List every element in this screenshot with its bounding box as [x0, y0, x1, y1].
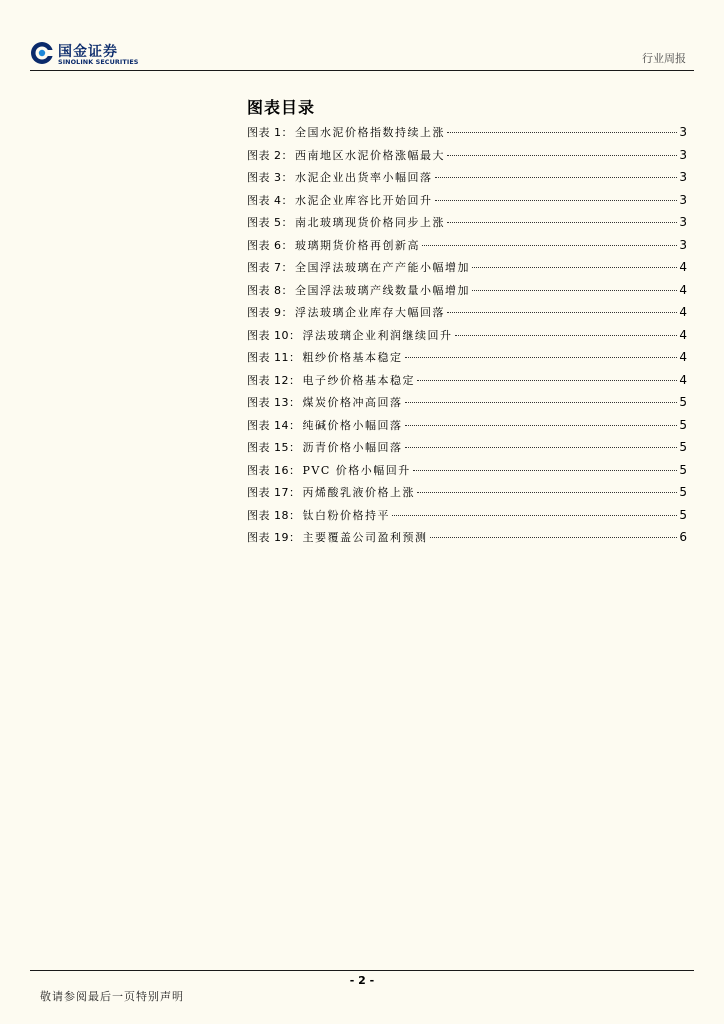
disclaimer-note: 敬请参阅最后一页特别声明 — [40, 990, 184, 1003]
toc-dot-leader — [447, 312, 677, 313]
toc-entry[interactable] — [247, 529, 687, 552]
toc-entry-page: 3 — [679, 125, 687, 139]
toc-entry[interactable] — [247, 169, 687, 192]
toc-dot-leader — [447, 222, 677, 223]
toc-entry-label: 图表 15： — [247, 441, 301, 454]
toc-entry-title: 浮法玻璃企业利润继续回升 — [302, 328, 453, 342]
toc-entry-title: 粗纱价格基本稳定 — [302, 351, 403, 364]
toc-entry-title: 全国浮法玻璃产线数量小幅增加 — [295, 283, 470, 297]
toc-entry-title: 丙烯酸乳液价格上涨 — [302, 486, 415, 499]
toc-entry[interactable] — [247, 462, 687, 485]
toc-entry-page: 5 — [679, 395, 687, 409]
toc-dot-leader — [422, 245, 677, 246]
toc-entry-title: 水泥企业出货率小幅回落 — [295, 171, 433, 184]
toc-entry-title: 全国水泥价格指数持续上涨 — [295, 126, 445, 139]
toc-dot-leader — [413, 470, 678, 471]
toc-entry[interactable] — [247, 214, 687, 237]
toc-entry-label: 图表 11： — [247, 351, 301, 364]
toc-entry-page: 4 — [679, 372, 687, 387]
toc-entry-label: 图表 7： — [247, 261, 293, 274]
toc-entry-page: 5 — [679, 485, 687, 499]
toc-entry-page: 4 — [679, 282, 687, 297]
toc-entry-page: 5 — [679, 440, 687, 454]
toc-dot-leader — [405, 425, 678, 426]
toc-entry-title: 玻璃期货价格再创新高 — [295, 238, 420, 252]
toc-entry-label: 图表 5： — [247, 216, 293, 229]
toc-entry-label: 图表 16： — [247, 463, 301, 477]
toc-entry-page: 4 — [679, 305, 687, 319]
sinolink-logo-icon — [30, 41, 54, 65]
toc-dot-leader — [455, 335, 678, 336]
toc-entry[interactable] — [247, 237, 687, 260]
toc-dot-leader — [417, 492, 677, 493]
toc-entry-label: 图表 19： — [247, 531, 301, 544]
toc-dot-leader — [430, 537, 678, 538]
toc-entry-title: PVC 价格小幅回升 — [302, 463, 411, 477]
toc-entry[interactable] — [247, 304, 687, 327]
toc-entry[interactable] — [247, 147, 687, 170]
toc-entry-label: 图表 3： — [247, 171, 293, 184]
toc-entry-label: 图表 4： — [247, 193, 293, 207]
toc-entry-page: 3 — [679, 237, 687, 252]
toc-dot-leader — [472, 290, 677, 291]
toc-entry-page: 6 — [679, 530, 687, 544]
toc-dot-leader — [447, 132, 677, 133]
toc-entry-page: 4 — [679, 260, 687, 274]
toc-entry-label: 图表 12： — [247, 373, 301, 387]
toc-entry-label: 图表 10： — [247, 328, 301, 342]
toc-entry-label: 图表 18： — [247, 508, 301, 522]
header-divider — [30, 70, 694, 71]
toc-entry[interactable] — [247, 349, 687, 372]
toc-entry[interactable] — [247, 259, 687, 282]
toc-entry[interactable] — [247, 394, 687, 417]
toc-entry-title: 南北玻璃现货价格同步上涨 — [295, 216, 445, 229]
toc-entry-title: 电子纱价格基本稳定 — [302, 373, 415, 387]
toc-entry[interactable] — [247, 192, 687, 215]
toc-entry[interactable] — [247, 372, 687, 395]
toc-entry-label: 图表 6： — [247, 238, 293, 252]
toc-entry[interactable] — [247, 282, 687, 305]
toc-entry[interactable] — [247, 439, 687, 462]
toc-entry-label: 图表 17： — [247, 486, 301, 499]
toc-entry-title: 钛白粉价格持平 — [302, 508, 390, 522]
logo-chinese-name: 国金证券 — [58, 44, 118, 60]
toc-entry-label: 图表 9： — [247, 306, 293, 319]
toc-dot-leader — [405, 357, 678, 358]
toc-dot-leader — [472, 267, 677, 268]
toc-entry-page: 3 — [679, 192, 687, 207]
toc-entry[interactable] — [247, 507, 687, 530]
toc-entry-page: 4 — [679, 350, 687, 364]
toc-title: 图表目录 — [247, 98, 316, 117]
toc-entry-page: 5 — [679, 462, 687, 477]
report-section-label: 行业周报 — [642, 52, 686, 65]
toc-dot-leader — [447, 155, 677, 156]
toc-entry-title: 沥青价格小幅回落 — [302, 441, 403, 454]
toc-list — [247, 124, 687, 552]
toc-entry-label: 图表 8： — [247, 283, 293, 297]
toc-entry-label: 图表 1： — [247, 126, 293, 139]
toc-entry[interactable] — [247, 484, 687, 507]
toc-entry-page: 3 — [679, 170, 687, 184]
toc-dot-leader — [435, 200, 678, 201]
toc-dot-leader — [392, 515, 677, 516]
footer-divider — [30, 970, 694, 971]
toc-entry-label: 图表 2： — [247, 148, 293, 162]
toc-dot-leader — [435, 177, 678, 178]
toc-entry-title: 水泥企业库容比开始回升 — [295, 193, 433, 207]
toc-entry[interactable] — [247, 327, 687, 350]
page-number: - 2 - — [349, 974, 375, 987]
toc-dot-leader — [405, 447, 678, 448]
toc-entry-title: 西南地区水泥价格涨幅最大 — [295, 148, 445, 162]
toc-dot-leader — [417, 380, 677, 381]
toc-entry[interactable] — [247, 124, 687, 147]
toc-dot-leader — [405, 402, 678, 403]
toc-entry-title: 全国浮法玻璃在产产能小幅增加 — [295, 261, 470, 274]
toc-entry[interactable] — [247, 417, 687, 440]
toc-entry-page: 3 — [679, 215, 687, 229]
toc-entry-title: 浮法玻璃企业库存大幅回落 — [295, 306, 445, 319]
toc-entry-title: 煤炭价格冲高回落 — [302, 396, 403, 409]
toc-entry-page: 3 — [679, 147, 687, 162]
toc-entry-label: 图表 13： — [247, 396, 301, 409]
toc-entry-page: 5 — [679, 507, 687, 522]
company-logo — [30, 41, 140, 69]
toc-entry-page: 5 — [679, 417, 687, 432]
toc-entry-label: 图表 14： — [247, 418, 301, 432]
logo-english-name: SINOLINK SECURITIES — [58, 58, 139, 66]
toc-entry-title: 纯碱价格小幅回落 — [302, 418, 403, 432]
toc-entry-title: 主要覆盖公司盈利预测 — [302, 531, 428, 544]
toc-entry-page: 4 — [679, 327, 687, 342]
